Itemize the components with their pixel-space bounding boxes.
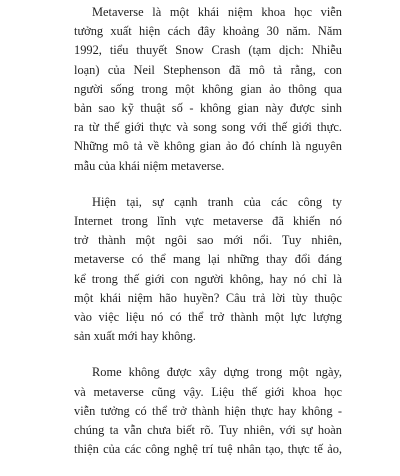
text-line: Internet trong lĩnh vực metaverse đã khiến nó <box>74 214 342 229</box>
text-line: Hiện tại, sự cạnh tranh của các công ty <box>92 194 342 209</box>
text-line: chúng ta vẫn chưa biết rõ. Tuy nhiên, với sự hoàn <box>74 423 342 438</box>
text-line: ra từ thế giới thực và song song với thế giới thực. <box>74 120 342 135</box>
text-line: và metaverse cũng vậy. Liệu thế giới khoa học <box>74 384 342 399</box>
text-line: bản sao kỹ thuật số - không gian này được sinh <box>74 101 342 116</box>
paragraph-rome-analogy <box>74 363 342 459</box>
paragraph-internet-competition <box>74 193 342 347</box>
text-line: Metaverse là một khái niệm khoa học viễn <box>92 5 342 19</box>
text-line: kể trong thế giới con người không, hay nó chỉ là <box>74 271 342 286</box>
text-line: 1992, tiểu thuyết Snow Crash (tạm dịch: Nhiễu <box>74 43 342 58</box>
text-line: mẫu của khái niệm metaverse. <box>74 158 225 173</box>
text-line: sản xuất mới hay không. <box>74 329 196 344</box>
text-line: Rome không được xây dựng trong một ngày, <box>92 365 342 380</box>
text-line: viễn tưởng có thể trở thành hiện thực hay không - <box>74 403 342 418</box>
text-line: metaverse có thể mang lại những thay đổi đáng <box>74 252 342 267</box>
paragraph-metaverse-origin <box>74 3 342 176</box>
text-line: loạn) của Neil Stephenson đã mô tả rằng, con <box>74 62 342 77</box>
text-line: thiện của các công nghệ trí tuệ nhân tạo, thực tế ảo, <box>74 442 342 457</box>
text-line: người sống trong một không gian ảo thông qua <box>74 81 342 96</box>
text-line: Những mô tả về không gian ảo đó chính là nguyên <box>74 139 342 154</box>
body-text <box>74 0 342 476</box>
text-line: một khái niệm hão huyền? Câu trả lời tùy thuộc <box>74 290 342 305</box>
text-line: tưởng xuất hiện cách đây khoảng 30 năm. Năm <box>74 24 342 39</box>
text-line: vào việc liệu nó có thể trở thành một lực lượng <box>74 310 342 325</box>
text-line: trở thành một ngôi sao mới nổi. Tuy nhiên, <box>74 233 342 248</box>
